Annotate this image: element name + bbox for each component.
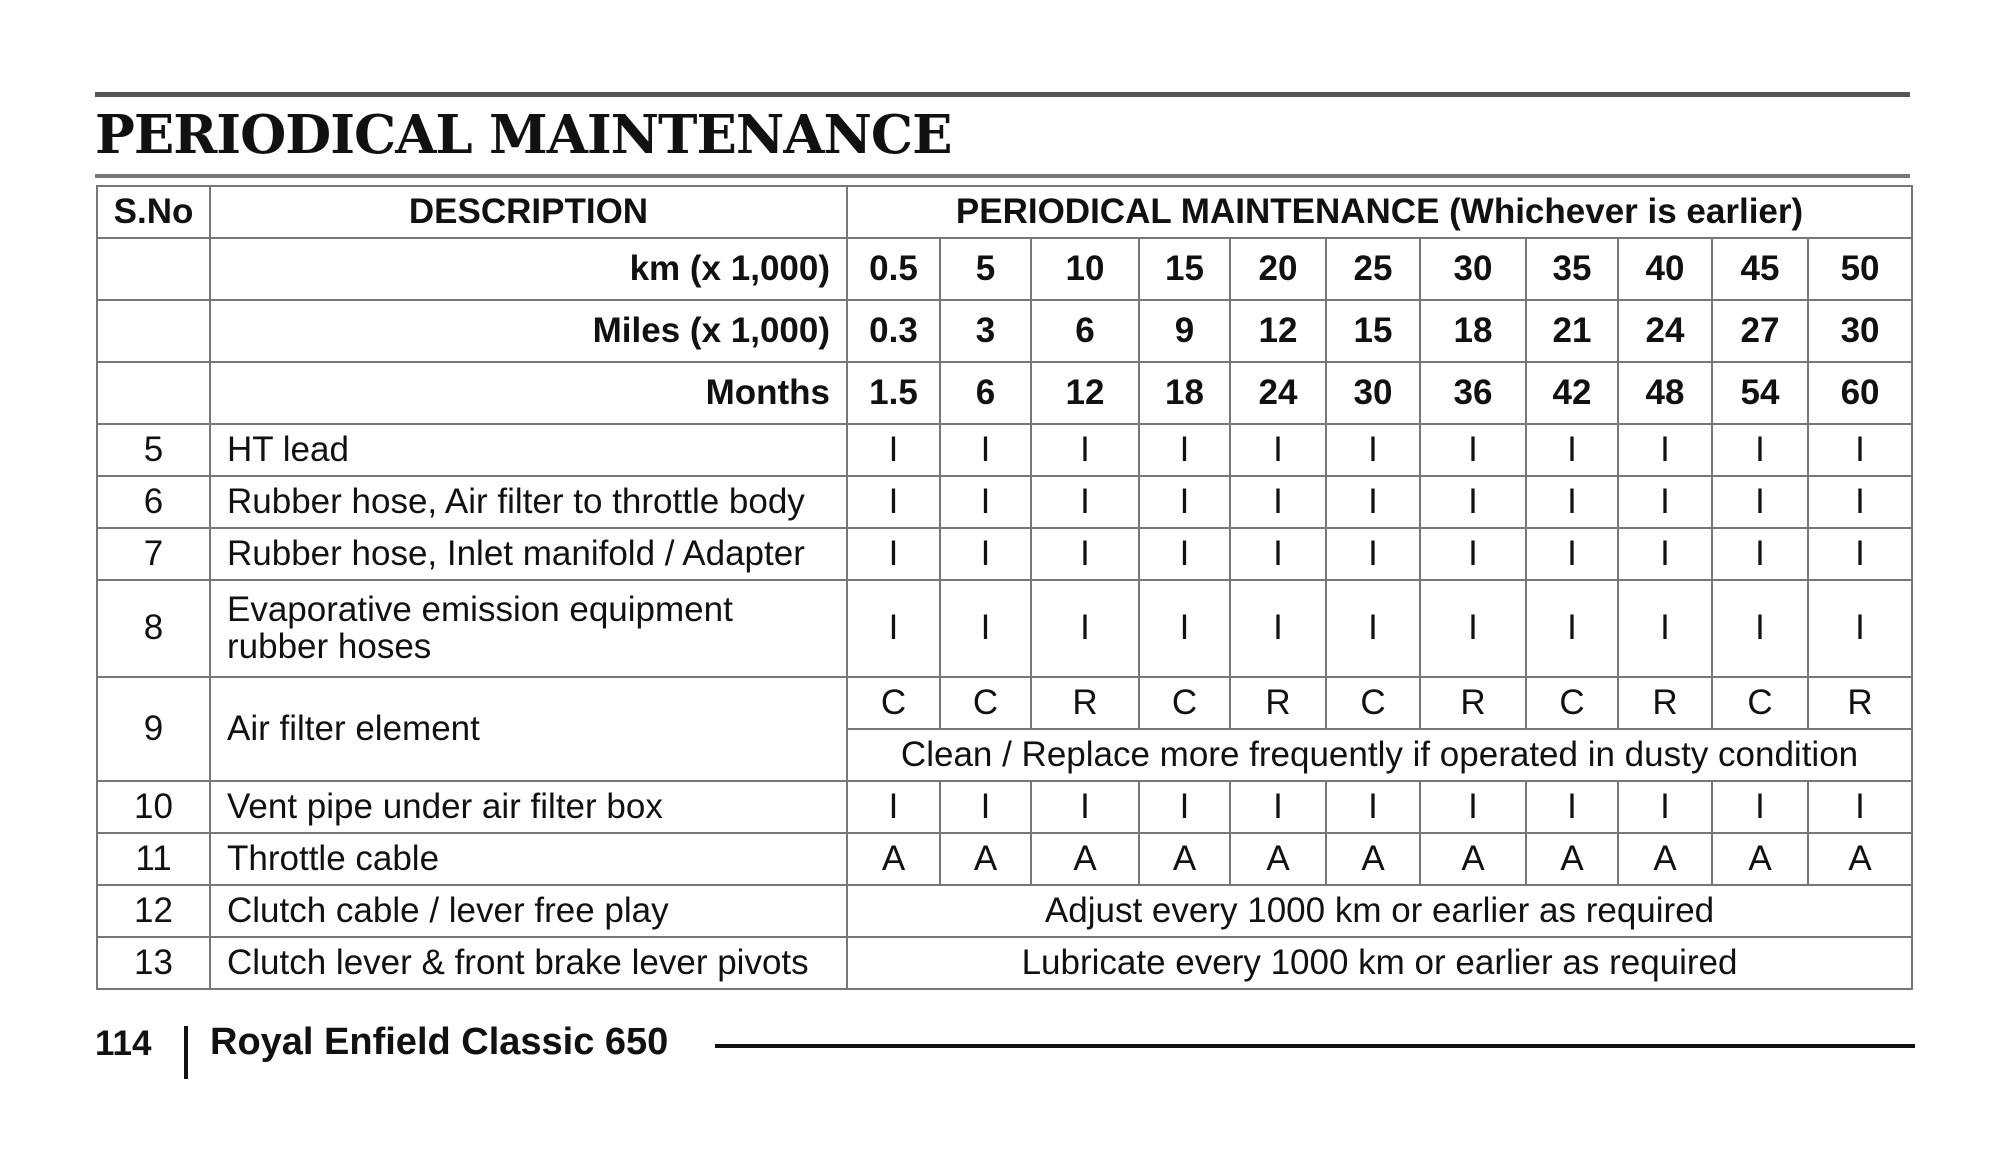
row-cell: I [1031,528,1139,580]
scale-empty-cell [97,300,210,362]
row-sno: 8 [97,580,210,677]
row-cell: I [1230,528,1326,580]
row-cell: I [1420,476,1526,528]
scale-value: 18 [1139,362,1230,424]
table-row [97,476,1912,528]
row-sno: 10 [97,781,210,833]
row-cell: C [1526,677,1618,729]
row-cell: I [847,781,940,833]
description-line: Evaporative emission equipment [227,589,733,629]
row-cell: I [1326,424,1420,476]
row-cell: I [1139,424,1230,476]
scale-label: km (x 1,000) [210,238,847,300]
table-row [97,424,1912,476]
scale-value: 15 [1139,238,1230,300]
scale-value: 54 [1712,362,1808,424]
row-cell: I [1526,781,1618,833]
row-cell: I [1031,476,1139,528]
row-cell: I [1031,781,1139,833]
row-description [210,580,847,677]
row-cell: R [1618,677,1712,729]
scale-empty-cell [97,238,210,300]
scale-value: 50 [1808,238,1912,300]
row-cell: I [1139,580,1230,677]
row-cell: I [1526,528,1618,580]
scale-value: 40 [1618,238,1712,300]
scale-value: 10 [1031,238,1139,300]
row-cell: I [1808,528,1912,580]
header-schedule: PERIODICAL MAINTENANCE (Whichever is earlier) [847,186,1912,238]
row-cell: I [1326,528,1420,580]
scale-empty-cell [97,362,210,424]
row-cell: I [1526,580,1618,677]
row-cell: I [1712,781,1808,833]
table-row [97,528,1912,580]
scale-value: 25 [1326,238,1420,300]
table-row [97,677,1912,729]
scale-value: 24 [1230,362,1326,424]
row-cell: I [940,580,1031,677]
table-row [97,833,1912,885]
row-sno: 12 [97,885,210,937]
row-sno: 11 [97,833,210,885]
scale-label: Miles (x 1,000) [210,300,847,362]
scale-value: 1.5 [847,362,940,424]
table-header-row [97,186,1912,238]
scale-value: 30 [1420,238,1526,300]
row-cell: I [940,528,1031,580]
row-cell: I [1420,424,1526,476]
table-row [97,885,1912,937]
scale-label: Months [210,362,847,424]
scale-value: 42 [1526,362,1618,424]
maintenance-table-body [97,186,1912,989]
row-cell: I [847,580,940,677]
row-description: Air filter element [210,677,847,781]
row-cell: I [1326,580,1420,677]
row-cell: I [1618,476,1712,528]
footer-rule [715,1044,1915,1048]
scale-value: 6 [940,362,1031,424]
scale-value: 5 [940,238,1031,300]
page-title: PERIODICAL MAINTENANCE [95,104,952,166]
row-cell: I [1139,528,1230,580]
row-cell: I [1808,580,1912,677]
row-description: Vent pipe under air filter box [210,781,847,833]
row-cell: I [1808,424,1912,476]
row-cell: A [1712,833,1808,885]
table-row [97,781,1912,833]
scale-value: 9 [1139,300,1230,362]
scale-row [97,362,1912,424]
scale-value: 36 [1420,362,1526,424]
row-cell: I [1618,424,1712,476]
row-sno: 5 [97,424,210,476]
row-cell: A [1420,833,1526,885]
scale-value: 35 [1526,238,1618,300]
row-cell: R [1031,677,1139,729]
row-cell: I [1712,580,1808,677]
row-sno: 13 [97,937,210,989]
row-cell: I [1420,580,1526,677]
row-note: Clean / Replace more frequently if operated in dusty condition [847,729,1912,781]
header-description: DESCRIPTION [210,186,847,238]
row-cell: A [1139,833,1230,885]
row-cell: C [1139,677,1230,729]
row-cell: A [1031,833,1139,885]
row-description: Clutch cable / lever free play [210,885,847,937]
maintenance-table [96,185,1913,990]
row-cell: A [1618,833,1712,885]
row-cell: I [1712,424,1808,476]
row-cell: I [1526,476,1618,528]
row-cell: I [1031,424,1139,476]
row-description: HT lead [210,424,847,476]
scale-value: 12 [1031,362,1139,424]
row-cell: I [1618,528,1712,580]
row-cell: I [1420,528,1526,580]
scale-row [97,300,1912,362]
top-rule [95,92,1910,97]
scale-value: 20 [1230,238,1326,300]
table-row [97,937,1912,989]
row-cell: I [1712,528,1808,580]
scale-value: 24 [1618,300,1712,362]
row-cell: I [940,781,1031,833]
description-line: rubber hoses [227,626,432,666]
row-cell: A [1326,833,1420,885]
row-cell: C [940,677,1031,729]
scale-value: 0.3 [847,300,940,362]
row-cell: I [1618,781,1712,833]
scale-value: 30 [1326,362,1420,424]
scale-value: 0.5 [847,238,940,300]
row-cell: C [1712,677,1808,729]
row-cell: I [1808,781,1912,833]
row-cell: I [940,424,1031,476]
scale-value: 27 [1712,300,1808,362]
row-cell: R [1808,677,1912,729]
row-cell: I [847,528,940,580]
row-cell: I [847,424,940,476]
row-description: Clutch lever & front brake lever pivots [210,937,847,989]
row-cell: I [1230,580,1326,677]
scale-value: 6 [1031,300,1139,362]
row-cell: A [1526,833,1618,885]
row-cell: I [1808,476,1912,528]
row-description: Throttle cable [210,833,847,885]
row-span-text: Adjust every 1000 km or earlier as required [847,885,1912,937]
scale-value: 21 [1526,300,1618,362]
row-description: Rubber hose, Inlet manifold / Adapter [210,528,847,580]
scale-row [97,238,1912,300]
row-cell: I [1420,781,1526,833]
row-cell: I [940,476,1031,528]
row-cell: C [847,677,940,729]
header-sno: S.No [97,186,210,238]
row-cell: I [1712,476,1808,528]
footer-brand: Royal Enfield Classic 650 [210,1021,669,1063]
row-cell: I [1031,580,1139,677]
row-cell: R [1230,677,1326,729]
row-cell: I [1230,476,1326,528]
row-cell: A [847,833,940,885]
row-cell: I [847,476,940,528]
row-cell: I [1326,476,1420,528]
scale-value: 3 [940,300,1031,362]
scale-value: 60 [1808,362,1912,424]
row-cell: A [940,833,1031,885]
row-sno: 9 [97,677,210,781]
row-cell: I [1139,476,1230,528]
row-cell: I [1326,781,1420,833]
table-row [97,580,1912,677]
scale-value: 30 [1808,300,1912,362]
scale-value: 12 [1230,300,1326,362]
scale-value: 15 [1326,300,1420,362]
row-cell: C [1326,677,1420,729]
footer-separator [184,1026,188,1079]
row-cell: I [1526,424,1618,476]
row-cell: A [1808,833,1912,885]
row-span-text: Lubricate every 1000 km or earlier as required [847,937,1912,989]
page-number: 114 [95,1024,152,1063]
row-cell: I [1230,781,1326,833]
row-cell: I [1618,580,1712,677]
row-sno: 7 [97,528,210,580]
row-cell: R [1420,677,1526,729]
row-cell: I [1230,424,1326,476]
row-description: Rubber hose, Air filter to throttle body [210,476,847,528]
row-cell: I [1139,781,1230,833]
title-underline [95,174,1910,178]
scale-value: 18 [1420,300,1526,362]
scale-value: 45 [1712,238,1808,300]
row-cell: A [1230,833,1326,885]
scale-value: 48 [1618,362,1712,424]
row-sno: 6 [97,476,210,528]
